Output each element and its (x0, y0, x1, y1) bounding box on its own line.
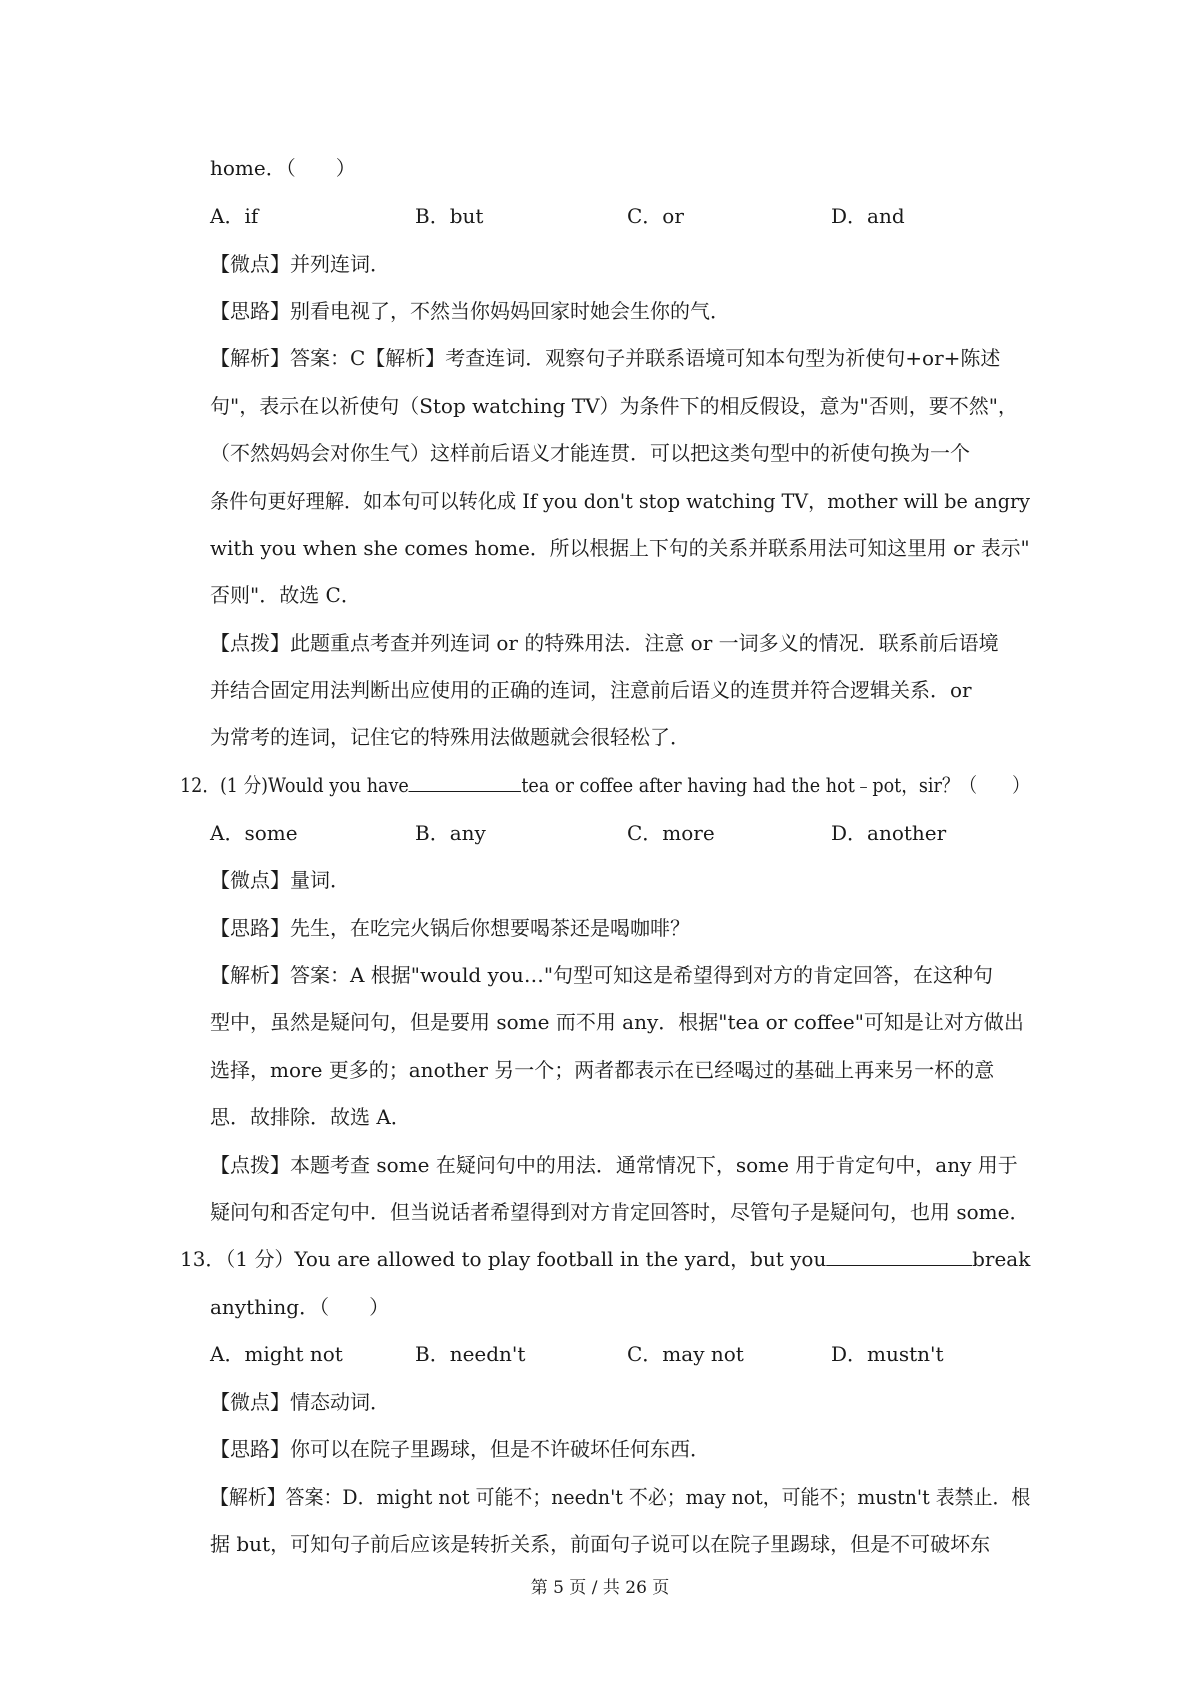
q11-silu: 【思路】别看电视了，不然当你妈妈回家时她会生你的气． (210, 299, 730, 323)
q12-dianbo-line-1: 【点拨】本题考查 some 在疑问句中的用法．通常情况下，some 用于肯定句中，any 用于 (210, 1153, 1018, 1177)
q12-answer-blank (409, 773, 522, 792)
q13-weidian: 【微点】情态动词． (210, 1390, 390, 1414)
q11-option-d: D．and (831, 204, 905, 228)
q12-jiexi-line-3: 选择，more 更多的；another 另一个；两者都表示在已经喝过的基础上再来另一杯的意 (210, 1058, 995, 1082)
q11-jiexi-line-3: （不然妈妈会对你生气）这样前后语义才能连贯．可以把这类句型中的祈使句换为一个 (210, 441, 970, 465)
q13-stem-line-2: anything．（ ） (210, 1295, 390, 1319)
page-footer: 第 5 页 / 共 26 页 (530, 1578, 670, 1598)
q12-silu: 【思路】先生，在吃完火锅后你想要喝茶还是喝咖啡？ (210, 916, 690, 940)
q12-dianbo-line-2: 疑问句和否定句中．但当说话者希望得到对方肯定回答时，尽管句子是疑问句，也用 some． (210, 1200, 1030, 1224)
q12-jiexi-line-1: 【解析】答案：A 根据"would you…"句型可知这是希望得到对方的肯定回答，在这种句 (210, 963, 994, 987)
q13-option-a: A．might not (210, 1342, 343, 1366)
q11-dianbo-line-1: 【点拨】此题重点考查并列连词 or 的特殊用法．注意 or 一词多义的情况．联系前后语境 (210, 631, 999, 655)
q11-jiexi-line-2: 句"，表示在以祈使句（Stop watching TV）为条件下的相反假设，意为"否则，要不然"， (210, 394, 1018, 418)
q11-option-a: A．if (210, 204, 259, 228)
q13-option-d: D．mustn't (831, 1342, 944, 1366)
q12-stem-after: tea or coffee after having had the hot﹣pot，sir？（ ） (521, 773, 1030, 797)
q11-option-b: B．but (415, 204, 484, 228)
q13-silu: 【思路】你可以在院子里踢球，但是不许破坏任何东西． (210, 1437, 710, 1461)
q13-answer-blank (826, 1247, 972, 1266)
q13-jiexi-line-2: 据 but，可知句子前后应该是转折关系，前面句子说可以在院子里踢球，但是不可破坏东 (210, 1532, 991, 1556)
q12-option-c: C．more (627, 821, 715, 845)
q12-stem-before: 12．(1 分)Would you have (180, 773, 409, 797)
q11-jiexi-line-1: 【解析】答案：C【解析】考查连词．观察句子并联系语境可知本句型为祈使句+or+陈述 (210, 346, 1001, 370)
q12-option-d: D．another (831, 821, 947, 845)
q12-jiexi-line-4: 思．故排除．故选 A． (210, 1105, 411, 1129)
q12-jiexi-line-2: 型中，虽然是疑问句，但是要用 some 而不用 any．根据"tea or coffee"可知是让对方做出 (210, 1010, 1024, 1034)
q11-jiexi-line-4: 条件句更好理解．如本句可以转化成 If you don't stop watching TV，mother will be angry (210, 489, 1030, 513)
q13-stem (180, 1246, 1030, 1272)
q11-weidian: 【微点】并列连词． (210, 252, 390, 276)
q12-option-b: B．any (415, 821, 486, 845)
q13-option-b: B．needn't (415, 1342, 526, 1366)
q11-dianbo-line-3: 为常考的连词，记住它的特殊用法做题就会很轻松了． (210, 725, 690, 749)
q11-dianbo-line-2: 并结合固定用法判断出应使用的正确的连词，注意前后语义的连贯并符合逻辑关系．or (210, 678, 972, 702)
q12-stem (180, 772, 1030, 798)
q12-weidian: 【微点】量词． (210, 868, 350, 892)
q11-jiexi-line-6: 否则"．故选 C． (210, 583, 361, 607)
q11-stem-tail: home．（ ） (210, 156, 356, 180)
q11-jiexi-line-5: with you when she comes home．所以根据上下句的关系并联系用法可知这里用 or 表示" (210, 536, 1030, 560)
q13-option-c: C．may not (627, 1342, 744, 1366)
q13-stem-before: 13．（1 分）You are allowed to play football in the yard，but you (180, 1247, 827, 1271)
q13-jiexi-line-1: 【解析】答案：D．might not 可能不；needn't 不必；may not，可能不；mustn't 表禁止．根 (210, 1485, 1031, 1509)
q12-option-a: A．some (210, 821, 298, 845)
q13-stem-after: break (972, 1247, 1031, 1271)
q11-option-c: C．or (627, 204, 684, 228)
